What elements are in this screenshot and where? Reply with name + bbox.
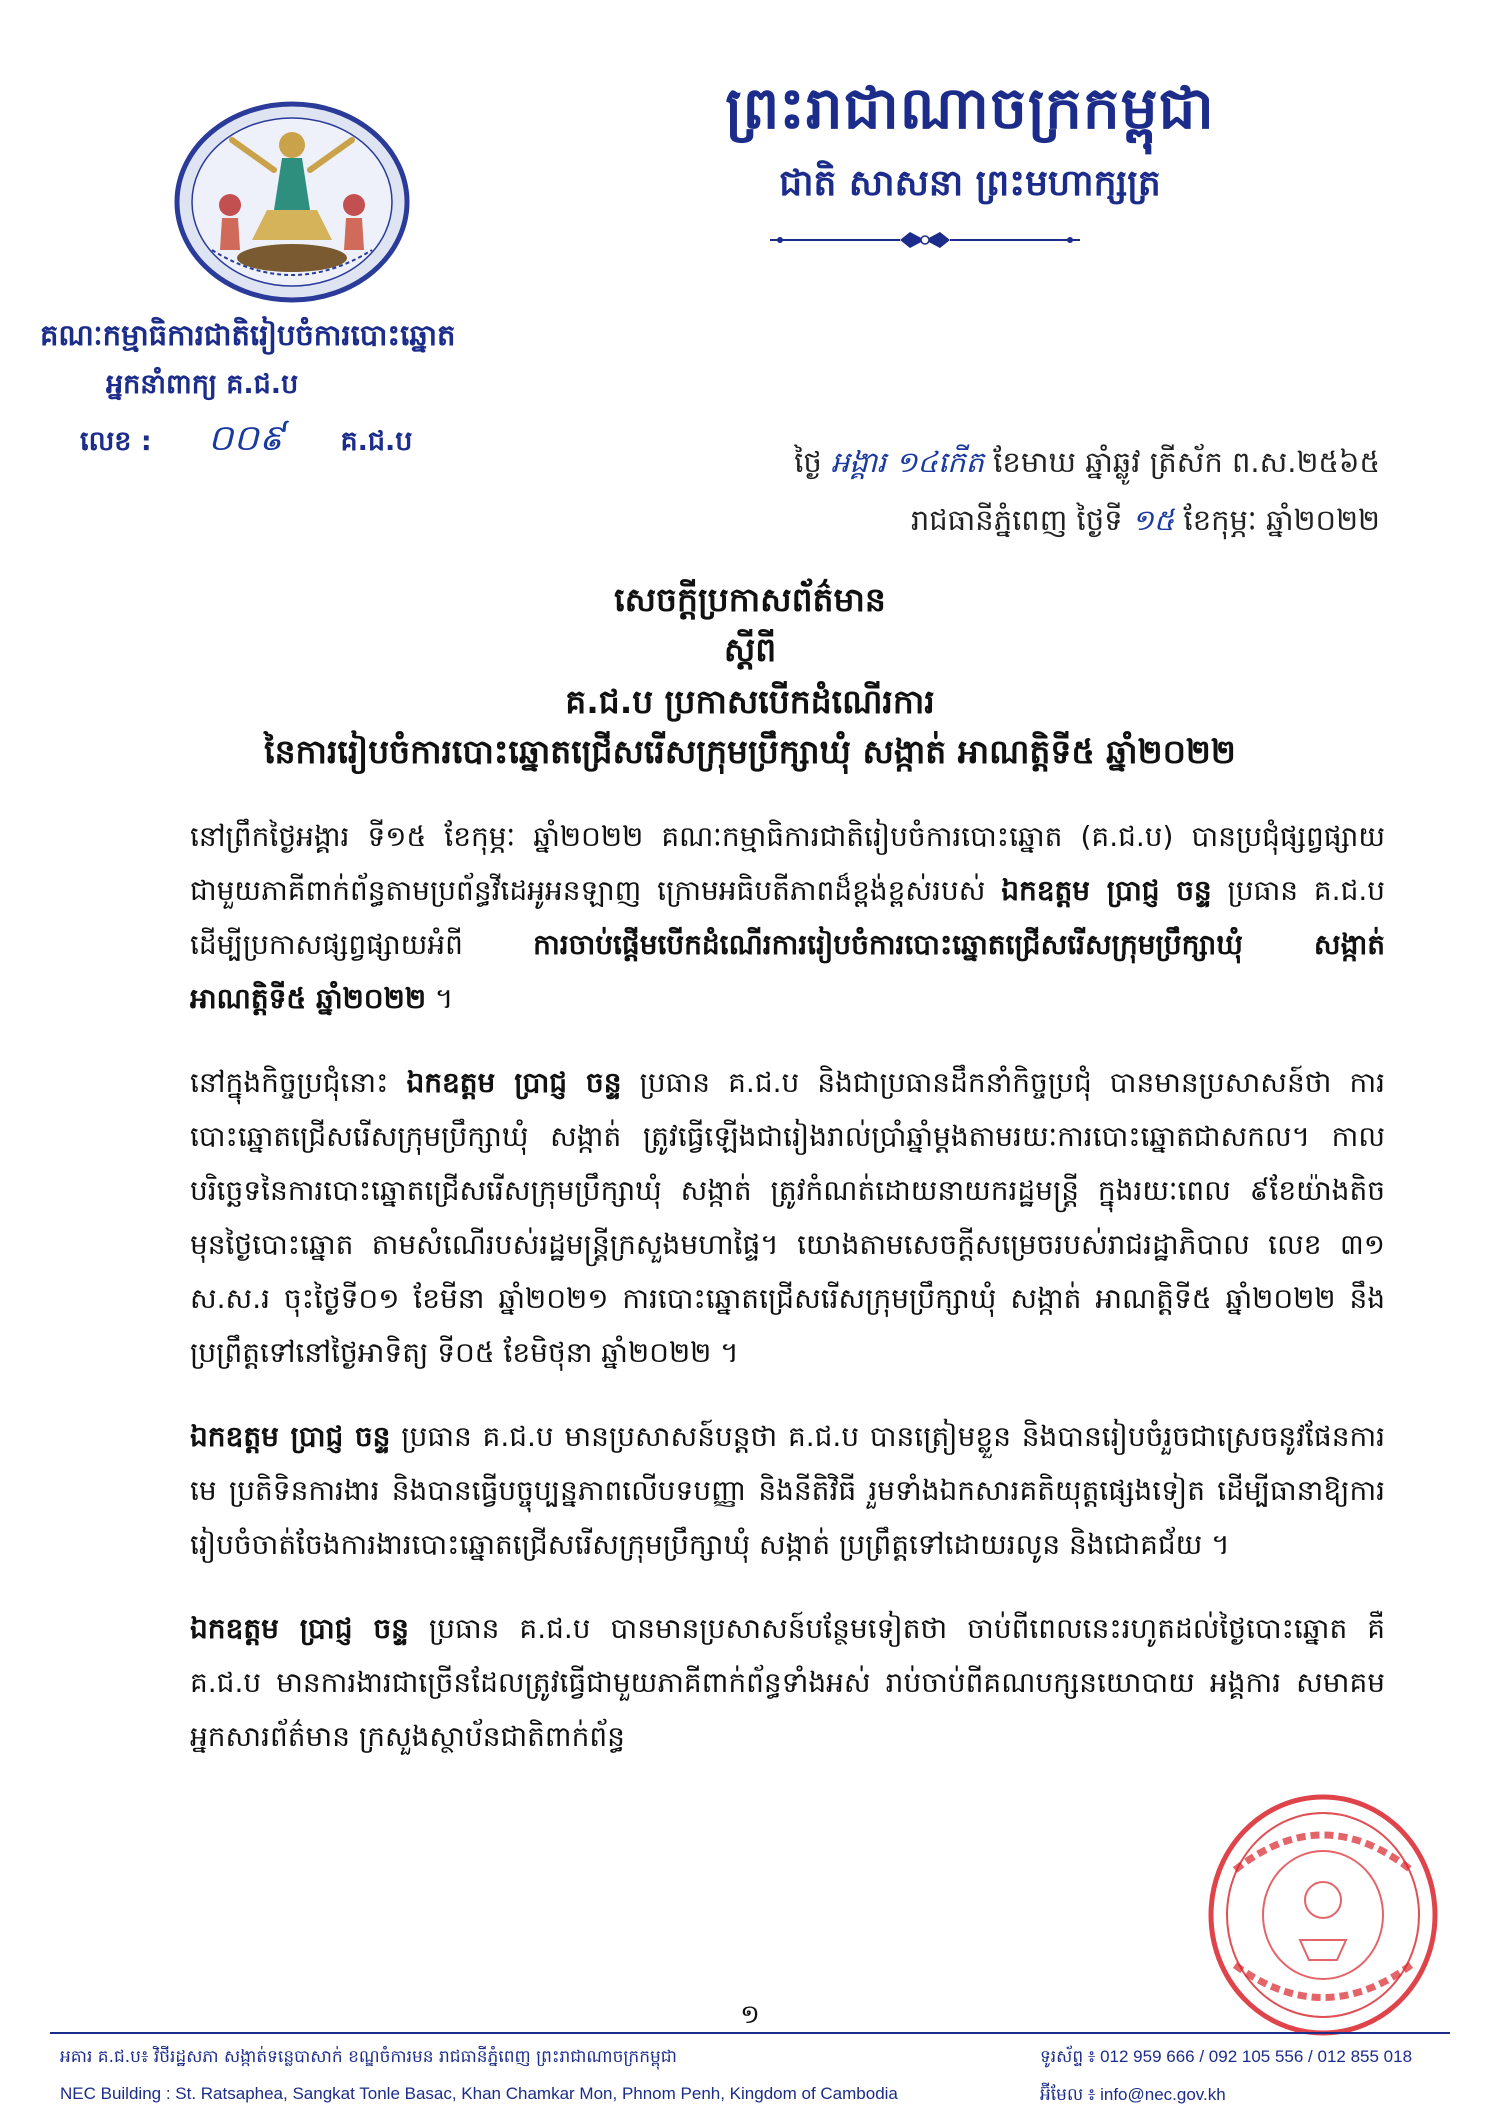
document-title: សេចក្ដីប្រកាសព័ត៌មាន — [614, 580, 886, 619]
p2-official-name: ឯកឧត្ដម ប្រាជ្ញ ចន្ទ — [406, 1066, 622, 1099]
p1-text-end: ។ — [426, 982, 454, 1015]
document-body — [190, 810, 1385, 1794]
p1-text-b: ប្រធាន គ.ជ.ប ដើម្បីប្រកាសផ្សព្វផ្សាយអំពី — [190, 874, 1386, 961]
p1-text-a: នៅព្រឹកថ្ងៃអង្គារ ទី១៥ ខែកុម្ភៈ ឆ្នាំ២០២២ គណៈកម្មាធិការជាតិរៀបចំការបោះឆ្នោត (គ.ជ.ប) បានប្រជុំផ្សព្វផ្សាយជាមួយភាគីពាក់ព័ន្ធតាមប្រព័ន្ធវីដេអូអនឡាញ ក្រោមអធិបតីភាពដ៏ខ្ពង់ខ្ពស់របស់ — [190, 820, 1385, 907]
solar-date-handwritten: ១៥ — [1131, 503, 1175, 537]
document-subject-detail: នៃការរៀបចំការបោះឆ្នោតជ្រើសរើសក្រុមប្រឹក្សាឃុំ សង្កាត់ អាណត្តិទី៥ ឆ្នាំ២០២២ — [264, 732, 1236, 771]
nec-emblem-logo — [172, 100, 412, 305]
agency-spokesperson: អ្នកនាំពាក្យ គ.ជ.ប — [106, 369, 299, 400]
agency-name: គណៈកម្មាធិការជាតិរៀបចំការបោះឆ្នោត — [40, 318, 456, 352]
p1-official-name: ឯកឧត្ដម ប្រាជ្ញ ចន្ទ — [1001, 874, 1212, 907]
lunar-date-suffix: ខែមាឃ ឆ្នាំឆ្លូវ ត្រីស័ក ព.ស.២៥៦៥ — [993, 445, 1380, 479]
ornament-divider-icon — [760, 228, 1090, 252]
solar-date-prefix: រាជធានីភ្នំពេញ ថ្ងៃទី — [910, 503, 1123, 537]
lunar-date-line — [794, 445, 1380, 487]
document-subject: គ.ជ.ប ប្រកាសបើកដំណើរការ — [565, 682, 935, 721]
kingdom-motto: ជាតិ សាសនា ព្រះមហាក្សត្រ — [779, 163, 1161, 204]
p3-text-b: ប្រធាន គ.ជ.ប មានប្រសាសន៍បន្តថា គ.ជ.ប បានត្រៀមខ្លួន និងបានរៀបចំរួចជាស្រេចនូវផែនការមេ ប្រតិទិនការងារ និងបានធ្វើបច្ចុប្បន្នភាពលើបទបញ្ញា និងនីតិវិធី រួមទាំងឯកសារគតិយុត្តផ្សេងទៀត ដើម្បីធានាឱ្យការរៀបចំចាត់ចែងការងារបោះឆ្នោតជ្រើសរើសក្រុមប្រឹក្សាឃុំ សង្កាត់ ប្រព្រឹត្តទៅដោយរលូន និងជោគជ័យ ។ — [190, 1420, 1386, 1561]
body-paragraph-2 — [190, 1056, 1385, 1380]
kingdom-title: ព្រះរាជាណាចក្រកម្ពុជា — [725, 74, 1215, 142]
p1-text-bold: ការចាប់ផ្ដើមបើកដំណើរការរៀបចំការបោះឆ្នោតជ្រើសរើសក្រុមប្រឹក្សាឃុំ សង្កាត់ អាណត្តិទី៥ ឆ្នាំ២០២២ — [190, 928, 1386, 1015]
solar-date-suffix: ខែកុម្ភៈ ឆ្នាំ២០២២ — [1183, 503, 1380, 537]
lunar-date-prefix: ថ្ងៃ — [794, 445, 822, 479]
p4-official-name: ឯកឧត្ដម ប្រាជ្ញ ចន្ទ — [190, 1612, 409, 1645]
ref-label: លេខ : — [80, 426, 152, 457]
document-title-about: ស្ដីពី — [723, 630, 777, 669]
reference-number-row — [80, 415, 412, 468]
footer-divider — [50, 2032, 1450, 2034]
p3-official-name: ឯកឧត្ដម ប្រាជ្ញ ចន្ទ — [190, 1420, 391, 1453]
footer-address-khmer: អគារ គ.ជ.ប៖ វិថីរដ្ឋសភា សង្កាត់ទន្លេបាសាក់ ខណ្ឌចំការមន រាជធានីភ្នំពេញ ព្រះរាជាណាចក្រកម្ពុជា — [60, 2047, 677, 2067]
ref-number: ០០៩ — [207, 418, 285, 459]
p4-text-b: ប្រធាន គ.ជ.ប បានមានប្រសាសន៍បន្ថែមទៀតថា ចាប់ពីពេលនេះរហូតដល់ថ្ងៃបោះឆ្នោត គឺ គ.ជ.ប មានការងារជាច្រើនដែលត្រូវធ្វើជាមួយភាគីពាក់ព័ន្ធទាំងអស់ រាប់ចាប់ពីគណបក្សនយោបាយ អង្គការ សមាគម អ្នកសារព័ត៌មាន ក្រសួងស្ថាប័នជាតិពាក់ព័ន្ធ — [190, 1612, 1386, 1753]
footer-telephone: ទូរស័ព្ទ ៖ 012 959 666 / 092 105 556 / 012 855 018 — [1040, 2047, 1413, 2066]
lunar-date-handwritten: អង្គារ ១៤កើត — [831, 445, 984, 479]
footer-email: អ៊ីមែល ៖ info@nec.gov.kh — [1040, 2085, 1226, 2104]
ref-suffix: គ.ជ.ប — [340, 426, 413, 457]
body-paragraph-1 — [190, 810, 1385, 1026]
solar-date-line — [911, 503, 1380, 545]
p2-text-b: ប្រធាន គ.ជ.ប និងជាប្រធានដឹកនាំកិច្ចប្រជុំ បានមានប្រសាសន៍ថា ការបោះឆ្នោតជ្រើសរើសក្រុមប្រឹក្សាឃុំ សង្កាត់ ត្រូវធ្វើឡើងជារៀងរាល់ប្រាំឆ្នាំម្ដងតាមរយៈការបោះឆ្នោតជាសកល។ កាលបរិច្ឆេទនៃការបោះឆ្នោតជ្រើសរើសក្រុមប្រឹក្សាឃុំ សង្កាត់ ត្រូវកំណត់ដោយនាយករដ្ឋមន្ត្រី ក្នុងរយៈពេល ៩ខែយ៉ាងតិច មុនថ្ងៃបោះឆ្នោត តាមសំណើរបស់រដ្ឋមន្ត្រីក្រសួងមហាផ្ទៃ។ យោងតាមសេចក្ដីសម្រេចរបស់រាជរដ្ឋាភិបាល លេខ ៣១ ស.ស.រ ចុះថ្ងៃទី០១ ខែមីនា ឆ្នាំ២០២១ ការបោះឆ្នោតជ្រើសរើសក្រុមប្រឹក្សាឃុំ សង្កាត់ អាណត្តិទី៥ ឆ្នាំ២០២២ នឹងប្រព្រឹត្តទៅនៅថ្ងៃអាទិត្យ ទី០៥ ខែមិថុនា ឆ្នាំ២០២២ ។ — [190, 1066, 1386, 1369]
body-paragraph-4 — [190, 1602, 1385, 1764]
footer-address-english: NEC Building : St. Ratsaphea, Sangkat Tonle Basac, Khan Chamkar Mon, Phnom Penh, Kingdom of Cambodia — [60, 2084, 898, 2103]
body-paragraph-3 — [190, 1410, 1385, 1572]
page-number: ១ — [740, 2000, 760, 2030]
p2-text-a: នៅក្នុងកិច្ចប្រជុំនោះ — [190, 1066, 407, 1099]
